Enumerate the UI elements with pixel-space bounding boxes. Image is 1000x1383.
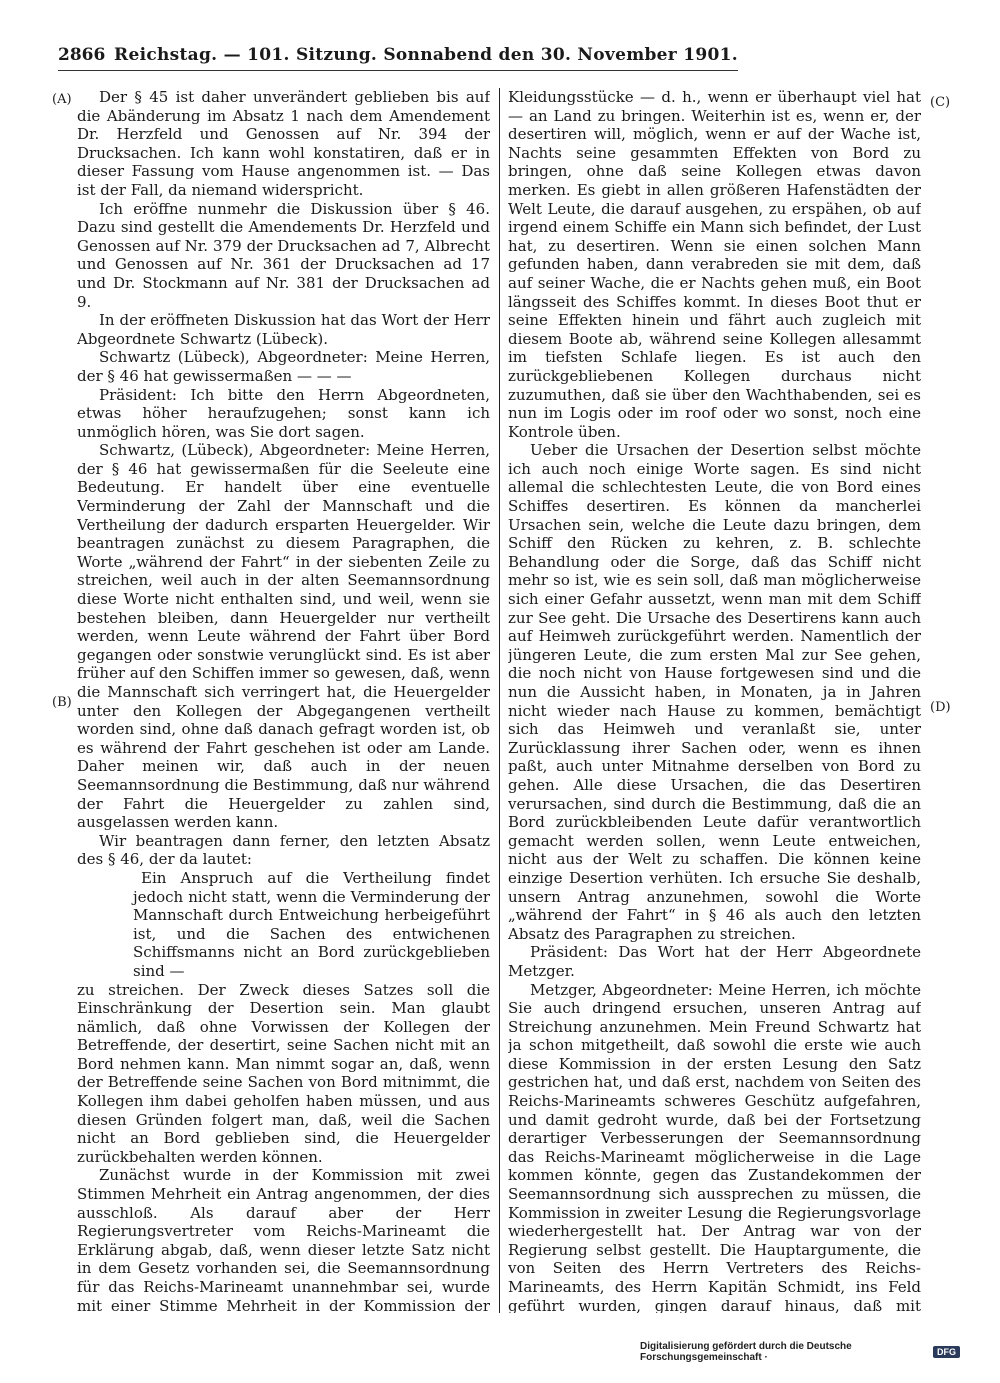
running-title: Reichstag. — 101. Sitzung. Sonnabend den 30. November 1901. bbox=[114, 45, 738, 65]
margin-mark-a: (A) bbox=[52, 92, 72, 107]
margin-mark-b: (B) bbox=[52, 695, 72, 710]
president-paragraph: Präsident: Das Wort hat der Herr Abgeordnete Metzger. bbox=[508, 943, 921, 980]
paragraph: Kleidungsstücke — d. h., wenn er überhaupt viel hat — an Land zu bringen. Weiterhin ist es, wenn er, der desertiren will, möglich, wenn er auf der Wache ist, Nachts seine gesammten Effekten von Bord zu bringen, ohne daß seine Kollegen etwas davon merken. Es giebt in allen größeren Hafenstädten der Welt Leute, die darauf ausgehen, zu erspähen, ob auf irgend einem Schiffe ein Mann sich befindet, der Lust hat, zu desertiren. Wenn sie einen solchen Mann gefunden haben, dann verabreden sie mit dem, daß auf seiner Wache, die er Nachts gehen muß, ein Boot längsseit des Schiffes kommt. In dieses Boot thut er seine Effekten hinein und fährt auch zugleich mit diesem Boote ab, während seine Kollegen allesammt im tiefsten Schlafe liegen. Es ist auch den zurückgebliebenen Kollegen durchaus nicht zuzumuthen, daß sie über den Wachthabenden, sei es nun im Logis oder im roof oder wo sonst, noch eine Kontrole üben. bbox=[508, 88, 921, 441]
quoted-clause: Ein Anspruch auf die Vertheilung findet jedoch nicht statt, wenn die Verminderung der Mannschaft durch Entweichung herbeigeführt ist, und die Sachen des entwichenen Schiffsmanns nicht an Bord zurückgeblieben sind — bbox=[133, 868, 490, 980]
page-number: 2866 bbox=[58, 45, 106, 65]
paragraph: Ueber die Ursachen der Desertion selbst möchte ich auch noch einige Worte sagen. Es sind nicht allemal die schlechtesten Leute, die von Bord eines Schiffes desertiren. Es können da mancherlei Ursachen sein, welche die Leute dazu bringen, dem Schiff den Rücken zu kehren, z. B. schlechte Behandlung oder die Sorge, daß das Schiff nicht mehr so ist, wie es sein soll, daß man möglicherweise sich einer Gefahr aussetzt, wenn man mit dem Schiff zur See geht. Die Ursache des Desertirens kann auch auf Heimweh zurückgeführt werden. Namentlich der jüngeren Leute, die zum ersten Mal zur See gehen, die noch nicht von Hause fortgewesen sind und die nun die Aussicht haben, in Monaten, ja in Jahren nicht wieder nach Hause zu kommen, bemächtigt sich das Heimweh und veranlaßt sie, unter Zurücklassung ihrer Sachen oder, wenn es ihnen paßt, auch unter Mitnahme derselben von Bord zu gehen. Alle diese Ursachen, die das Desertiren verursachen, sind durch die Bestimmung, daß die an Bord zurückbleibenden Leute dafür verantwortlich gemacht werden sollen, wenn Leute entweichen, nicht aus der Welt zu schaffen. Die können keine einzige Desertion verhüten. Ich ersuche Sie deshalb, unsern Antrag anzunehmen, sowohl die Worte „während der Fahrt“ in § 46 als auch den letzten Absatz des Paragraphen zu streichen. bbox=[508, 441, 921, 943]
paragraph: Zunächst wurde in der Kommission mit zwei Stimmen Mehrheit ein Antrag angenommen, der dies ausschloß. Als darauf aber der Herr Regierungsvertreter vom Reichs-Marineamt die Erklärung abgab, daß, wenn dieser letzte Satz nicht in dem Gesetz vorhanden sei, die Seemannsordnung für das Reichs-Marineamt unannehmbar sei, wurde mit einer Stimme Mehrheit in der Kommission der bbox=[77, 1166, 490, 1313]
president-paragraph: Präsident: Ich bitte den Herrn Abgeordneten, etwas höher heraufzugehen; sonst kann ich unmöglich hören, was Sie dort sagen. bbox=[77, 385, 490, 441]
speech-paragraph: Schwartz, (Lübeck), Abgeordneter: Meine Herren, der § 46 hat gewissermaßen für die Seeleute eine Bedeutung. Er handelt über eine eventuelle Verminderung der Zahl der Mannschaft und die Vertheilung der dadurch ersparten Heuergelder. Wir beantragen zunächst zu diesem Paragraphen, die Worte „während der Fahrt“ in der siebenten Zeile zu streichen, weil auch in der alten Seemannsordnung diese Worte nicht enthalten sind, und weil, wenn sie bestehen bleiben, dann Heuergelder nur vertheilt werden, wenn Leute während der Fahrt über Bord gegangen oder sonstwie verunglückt sind. Es ist aber früher auf den Schiffen immer so gewesen, daß, wenn die Mannschaft sich verringert hat, die Heuergelder unter den Kollegen der Abgegangenen vertheilt worden sind, ohne daß danach gefragt worden ist, ob es während der Fahrt geschehen ist oder am Lande. Daher meinen wir, daß auch in der neuen Seemannsordnung die Bestimmung, daß nur während der Fahrt die Heuergelder zu zahlen sind, ausgelassen werden kann. bbox=[77, 441, 490, 832]
margin-mark-d: (D) bbox=[930, 700, 951, 715]
margin-mark-c: (C) bbox=[930, 95, 951, 110]
column-divider bbox=[499, 88, 500, 1313]
right-column bbox=[508, 88, 921, 1313]
footer-text: Digitalisierung gefördert durch die Deutsche Forschungsgemeinschaft · bbox=[640, 1341, 852, 1363]
paragraph: zu streichen. Der Zweck dieses Satzes soll die Einschränkung der Desertion sein. Man glaubt nämlich, daß ohne Vorwissen der Kollegen der Betreffende, der desertirt, seine Sachen nicht mit an Bord nehmen kann. Man nimmt sogar an, daß, wenn der Betreffende seine Sachen von Bord mitnimmt, die Kollegen ihm dabei geholfen haben müssen, und aus diesen Gründen folgert man, daß, weil die Sachen nicht an Bord geblieben sind, die Heuergelder zurückbehalten werden können. bbox=[77, 980, 490, 1166]
paragraph: Der § 45 ist daher unverändert geblieben bis auf die Abänderung im Absatz 1 nach dem Amendement Dr. Herzfeld und Genossen auf Nr. 394 der Drucksachen. Ich kann wohl konstatiren, daß er in dieser Fassung vom Hause angenommen ist. — Das ist der Fall, da niemand widerspricht. bbox=[77, 88, 490, 199]
footer-credit bbox=[640, 1342, 960, 1362]
paragraph: In der eröffneten Diskussion hat das Wort der Herr Abgeordnete Schwartz (Lübeck). bbox=[77, 311, 490, 348]
page-header bbox=[58, 40, 738, 71]
dfg-logo: DFG bbox=[933, 1346, 960, 1358]
paragraph: Ich eröffne nunmehr die Diskussion über § 46. Dazu sind gestellt die Amendements Dr. Herzfeld und Genossen auf Nr. 379 der Drucksachen ad 7, Albrecht und Genossen auf Nr. 361 der Drucksachen ad 17 und Dr. Stockmann auf Nr. 381 der Drucksachen ad 9. bbox=[77, 199, 490, 311]
speech-paragraph: Schwartz (Lübeck), Abgeordneter: Meine Herren, der § 46 hat gewissermaßen — — — bbox=[77, 348, 490, 385]
left-column bbox=[77, 88, 490, 1313]
paragraph: Wir beantragen dann ferner, den letzten Absatz des § 46, der da lautet: bbox=[77, 831, 490, 869]
speech-paragraph: Metzger, Abgeordneter: Meine Herren, ich möchte Sie auch dringend ersuchen, unseren Antrag auf Streichung anzunehmen. Mein Freund Schwartz hat ja schon mitgetheilt, daß sowohl die erste wie auch diese Kommission in der ersten Lesung den Satz gestrichen hat, und daß erst, nachdem von Seiten des Reichs-Marineamts schweres Geschütz aufgefahren, und damit gedroht wurde, daß bei der Fortsetzung derartiger Verbesserungen der Seemannsordnung das Reichs-Marineamt möglicherweise in die Lage kommen könnte, gegen das Zustandekommen der Seemannsordnung sich aussprechen zu müssen, die Kommission in zweiter Lesung die Regierungsvorlage wiederhergestellt hat. Der Antrag war von der Regierung selbst gestellt. Die Hauptargumente, die von Seiten des Herrn Vertreters des Reichs-Marineamts, des Herrn Kapitän Schmidt, ins Feld geführt wurden, gingen darauf hinaus, daß mit bbox=[508, 980, 921, 1313]
